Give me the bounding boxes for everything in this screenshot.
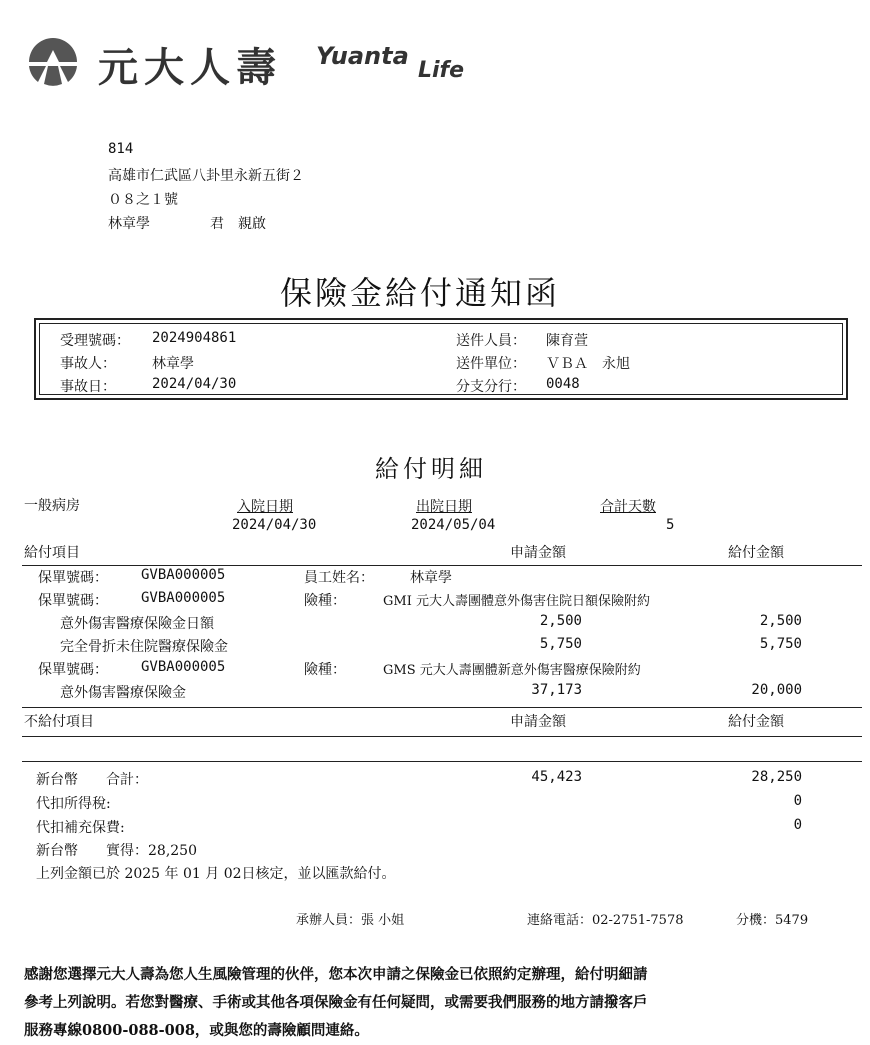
brand-name-en-life: Life — [418, 58, 465, 83]
case-no-label: 受理號碼： — [60, 333, 130, 349]
contact-ext: 分機：5479 — [736, 913, 809, 928]
tax-label: 代扣所得稅: — [36, 796, 111, 812]
insurance-type: GMI 元大人壽團體意外傷害住院日額保險附約 — [383, 594, 650, 609]
claim-amount: 5,750 — [539, 636, 582, 652]
total-pay: 28,250 — [751, 769, 802, 785]
policy-no: GVBA000005 — [141, 590, 226, 606]
brand-logo-icon — [26, 36, 80, 86]
insurance-type-label: 險種： — [304, 593, 346, 609]
address-suffix: 君 親啟 — [210, 216, 266, 232]
insured-name: 林章學 — [152, 356, 194, 372]
nhi-amount: 0 — [793, 817, 802, 833]
unpaid-section-title: 不給付項目 — [24, 714, 94, 730]
accident-date: 2024/04/30 — [152, 376, 237, 392]
address-zip: 814 — [108, 141, 134, 157]
claim-amount: 37,173 — [531, 682, 582, 698]
sender-label: 送件人員： — [456, 333, 526, 349]
detail-title: 給付明細 — [375, 455, 487, 483]
brand-name-cn: 元大人壽 — [98, 45, 282, 91]
tax-amount: 0 — [793, 793, 802, 809]
case-no: 2024904861 — [152, 330, 237, 346]
total-claim: 45,423 — [531, 769, 582, 785]
unit-label: 送件單位： — [456, 356, 526, 372]
sender-name: 陳育萱 — [546, 333, 588, 349]
policy-no-label: 保單號碼： — [38, 593, 108, 609]
pay-amount: 5,750 — [759, 636, 802, 652]
handler: 承辦人員：張 小姐 — [296, 913, 405, 928]
total-days: 5 — [666, 517, 675, 533]
total-days-label: 合計天數 — [600, 499, 656, 515]
nhi-label: 代扣補充保費: — [36, 820, 125, 836]
footer-line2: 參考上列說明。若您對醫療、手術或其他各項保險金有任何疑問，或需要我們服務的地方請撥客戶 — [24, 994, 648, 1011]
net-amount: 新台幣 實得：28,250 — [36, 843, 197, 859]
employee-name-label: 員工姓名： — [304, 570, 374, 586]
claim-amount: 2,500 — [539, 613, 582, 629]
brand-name-en: Yuanta — [316, 42, 409, 70]
discharge-date: 2024/05/04 — [411, 517, 496, 533]
benefit-item: 意外傷害醫療保險金 — [60, 685, 186, 701]
paid-col-pay: 給付金額 — [728, 545, 784, 561]
footer-line3: 服務專線0800-088-008，或與您的壽險顧問連絡。 — [24, 1022, 369, 1039]
contact-phone: 連絡電話：02-2751-7578 — [527, 913, 684, 928]
unpaid-col-claim: 申請金額 — [510, 714, 566, 730]
page-title: 保險金給付通知函 — [280, 274, 561, 312]
unit-name: ＶＢＡ 永旭 — [546, 356, 630, 372]
approval-note: 上列金額已於 2025 年 01 月 02日核定，並以匯款給付。 — [36, 866, 396, 882]
divider — [22, 736, 862, 737]
address-line1: 高雄市仁武區八卦里永新五街２ — [108, 168, 304, 184]
employee-name: 林章學 — [410, 570, 452, 586]
ward-type: 一般病房 — [24, 498, 80, 514]
divider — [22, 565, 862, 566]
policy-no: GVBA000005 — [141, 567, 226, 583]
policy-no-label: 保單號碼： — [38, 570, 108, 586]
admit-date-label: 入院日期 — [237, 499, 293, 515]
insured-label: 事故人： — [60, 356, 116, 372]
footer-line1: 感謝您選擇元大人壽為您人生風險管理的伙伴，您本次申請之保險金已依照約定辦理，給付明細請 — [24, 966, 648, 983]
unpaid-col-pay: 給付金額 — [728, 714, 784, 730]
accident-date-label: 事故日： — [60, 379, 116, 395]
policy-no: GVBA000005 — [141, 659, 226, 675]
discharge-date-label: 出院日期 — [416, 499, 472, 515]
pay-amount: 20,000 — [751, 682, 802, 698]
branch-label: 分支分行： — [456, 379, 526, 395]
benefit-item: 意外傷害醫療保險金日額 — [60, 616, 214, 632]
policy-no-label: 保單號碼： — [38, 662, 108, 678]
divider — [22, 707, 862, 708]
branch-code: 0048 — [546, 376, 580, 392]
address-recipient: 林章學 — [108, 216, 150, 232]
address-line2: ０８之１號 — [108, 192, 178, 208]
divider — [22, 761, 862, 762]
total-label: 新台幣 合計： — [36, 772, 148, 788]
insurance-type-label: 險種： — [304, 662, 346, 678]
insurance-type: GMS 元大人壽團體新意外傷害醫療保險附約 — [383, 663, 641, 678]
benefit-item: 完全骨折未住院醫療保險金 — [60, 639, 228, 655]
paid-col-claim: 申請金額 — [510, 545, 566, 561]
admit-date: 2024/04/30 — [232, 517, 317, 533]
paid-section-title: 給付項目 — [24, 545, 80, 561]
pay-amount: 2,500 — [759, 613, 802, 629]
